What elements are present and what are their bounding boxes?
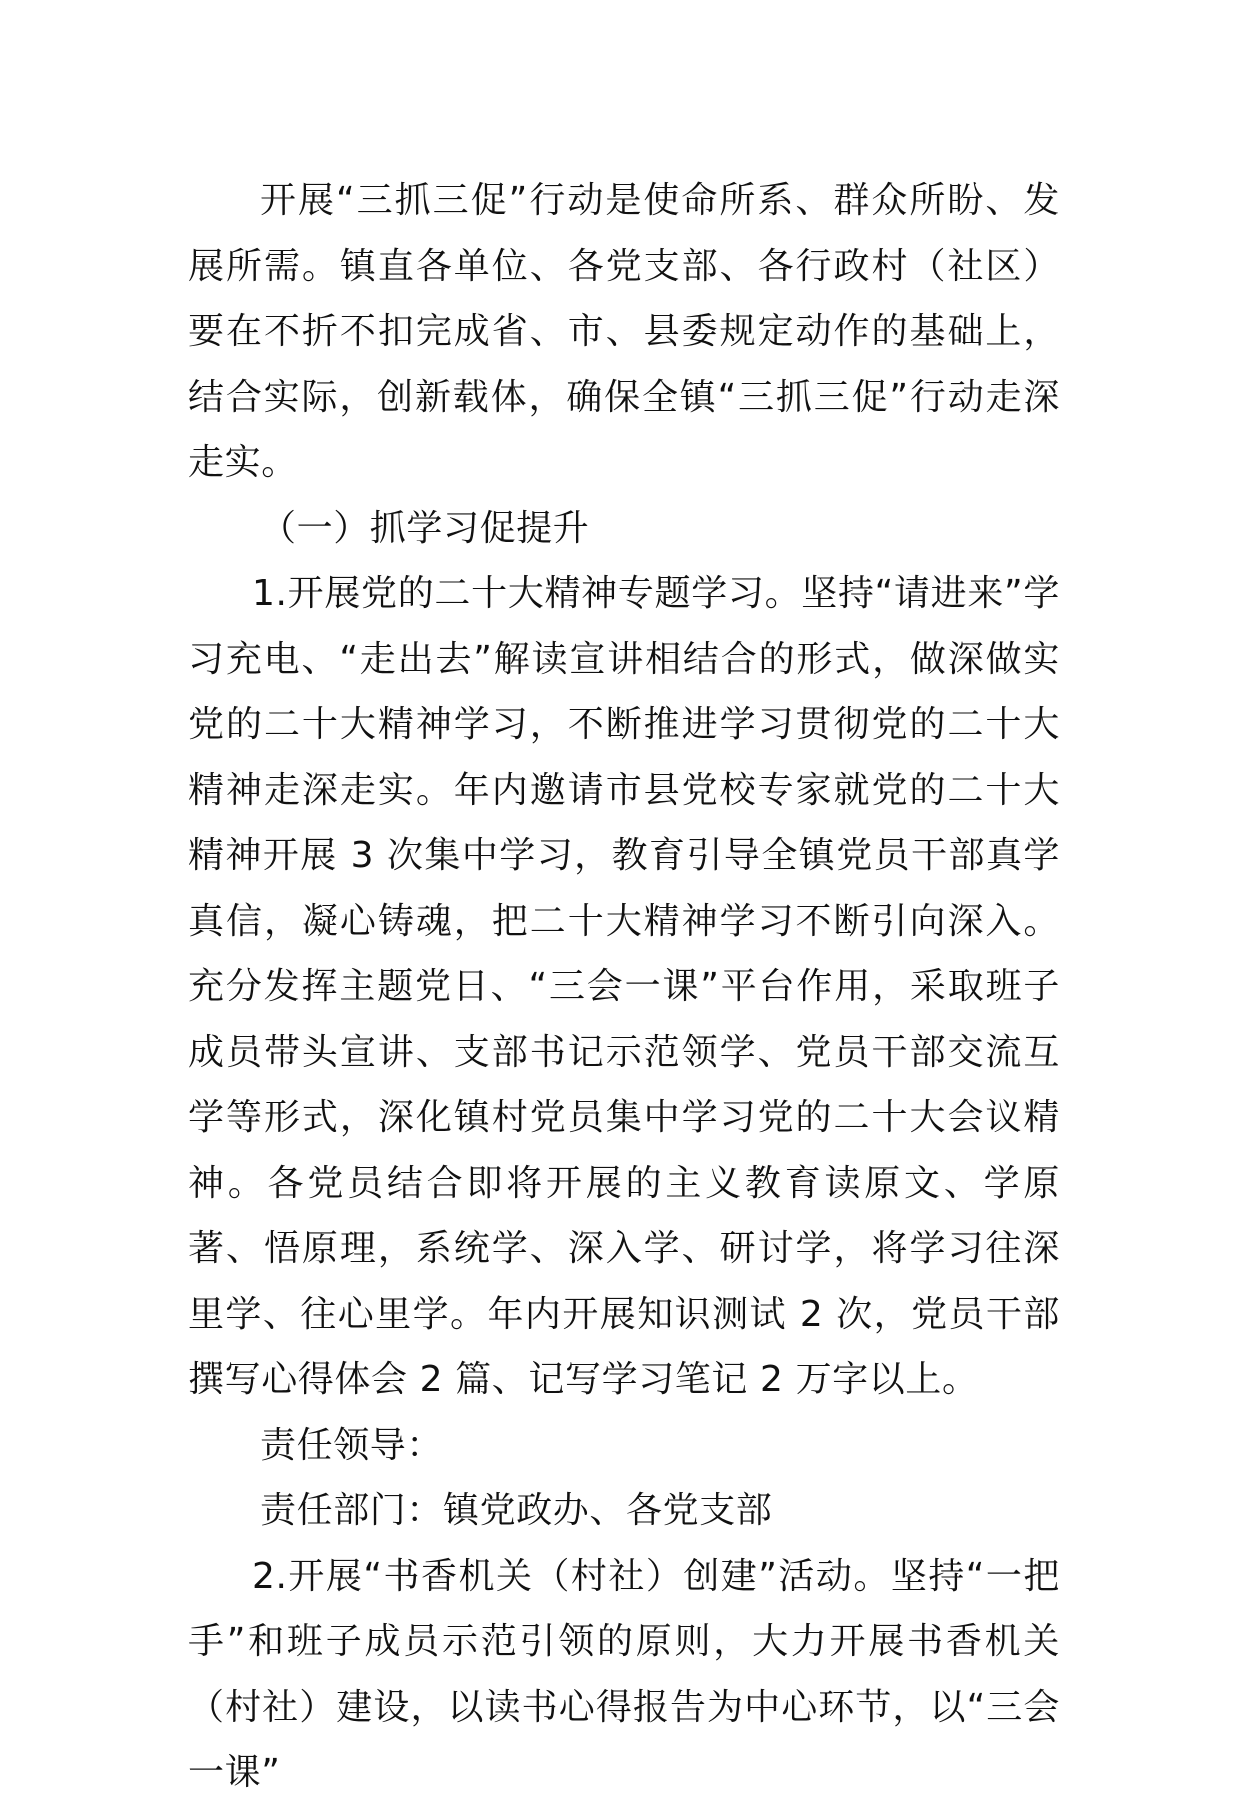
item-1-paragraph: 1.开展党的二十大精神专题学习。坚持“请进来”学习充电、“走出去”解读宣讲相结合的形式，做深做实党的二十大精神学习，不断推进学习贯彻党的二十大精神走深走实。年内邀请市县党校专家就党的二十大精神开展 3 次集中学习，教育引导全镇党员干部真学真信，凝心铸魂，把二十大精神学习不断引向深入。充分发挥主题党日、“三会一课”平台作用，采取班子成员带头宣讲、支部书记示范领学、党员干部交流互学等形式，深化镇村党员集中学习党的二十大会议精神。各党员结合即将开展的主义教育读原文、学原著、悟原理，系统学、深入学、研讨学，将学习往深里学、往心里学。年内开展知识测试 2 次，党员干部撰写心得体会 2 篇、记写学习笔记 2 万字以上。 bbox=[188, 573, 1060, 1400]
intro-paragraph: 开展“三抓三促”行动是使命所系、群众所盼、发展所需。镇直各单位、各党支部、各行政村（社区）要在不折不扣完成省、市、县委规定动作的基础上，结合实际，创新载体，确保全镇“三抓三促”行动走深走实。 bbox=[188, 180, 1060, 483]
section-heading: （一）抓学习促提升 bbox=[260, 507, 590, 549]
responsible-department-line: 责任部门：镇党政办、各党支部 bbox=[260, 1490, 773, 1531]
responsible-leader-line: 责任领导： bbox=[260, 1424, 444, 1466]
document-body bbox=[188, 168, 1060, 1806]
item-2-paragraph: 2.开展“书香机关（村社）创建”活动。坚持“一把手”和班子成员示范引领的原则，大力开展书香机关（村社）建设，以读书心得报告为中心环节，以“三会一课” bbox=[188, 1555, 1060, 1793]
